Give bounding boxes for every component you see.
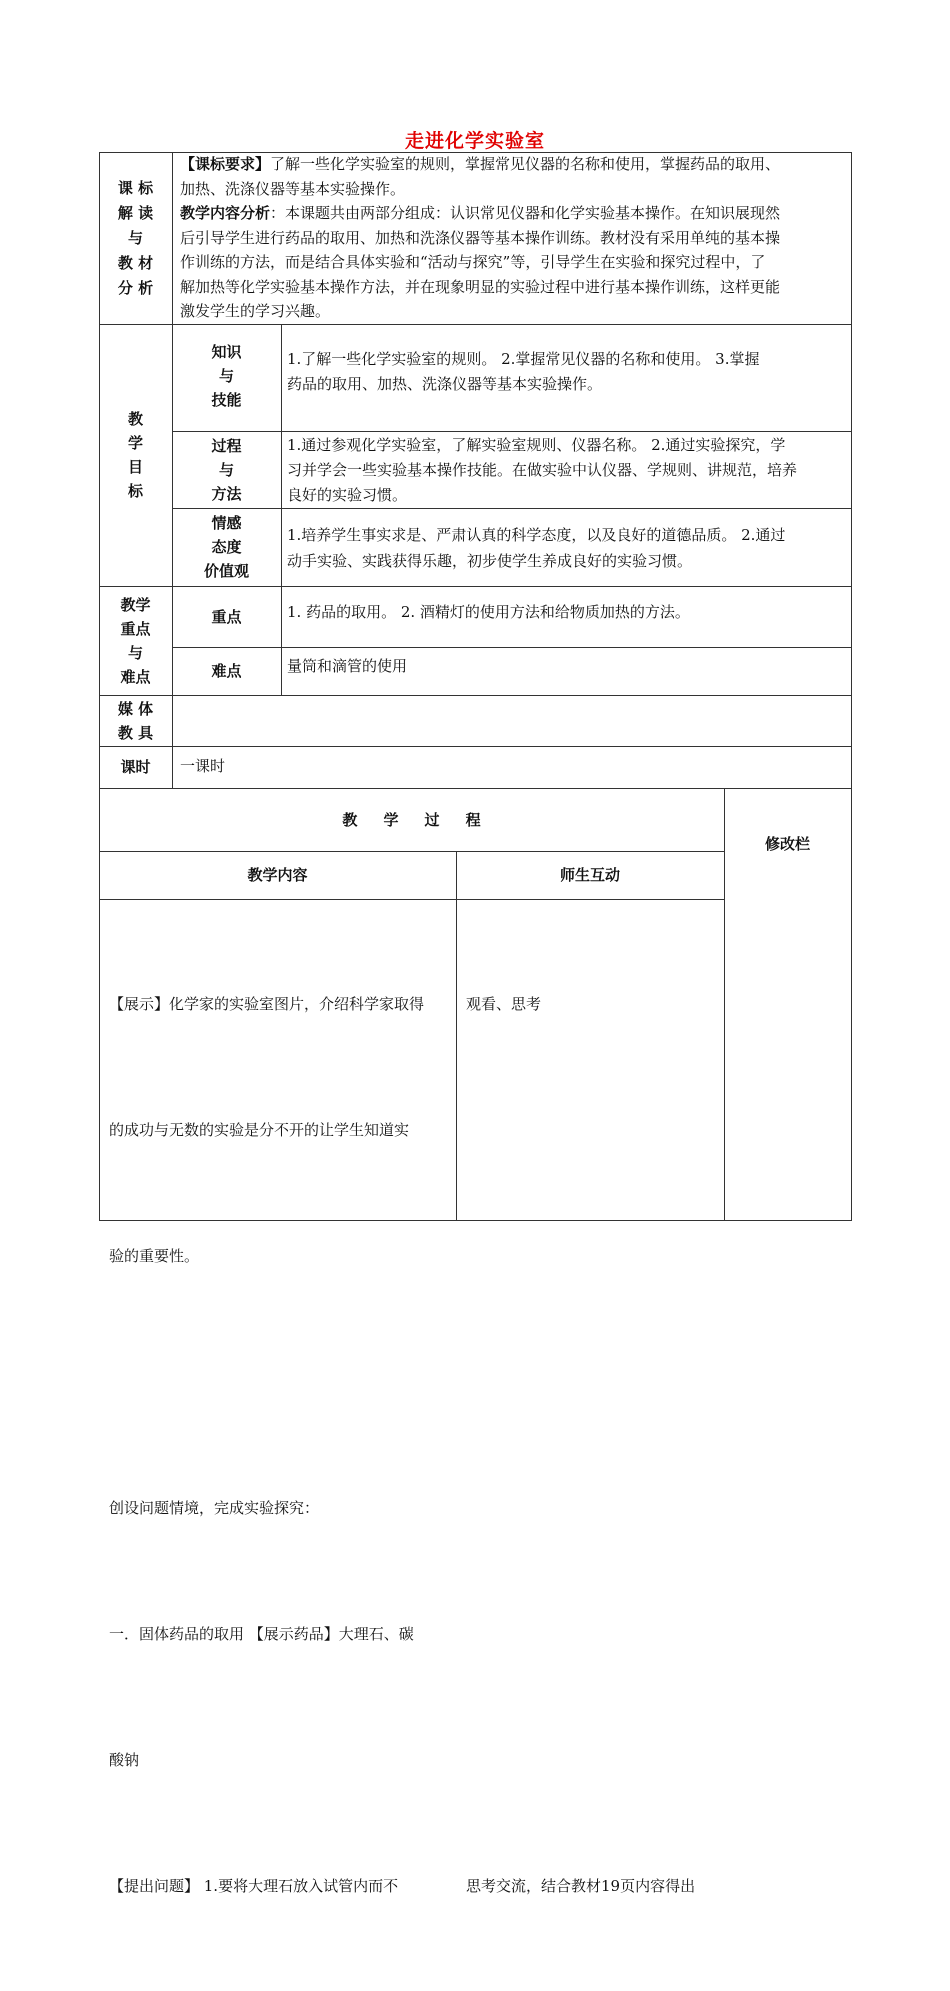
process-interaction [456,899,724,1895]
analysis-heading: 教学内容分析 [180,204,271,222]
list-item: 创设问题情境，完成实验探究： [109,1499,320,1517]
revision-column-header: 修改栏 [764,834,810,853]
duration-text: 一课时 [180,757,226,775]
revision-column [724,899,851,1220]
curriculum-content: 【课标要求】了解一些化学实验室的规则，掌握常见仪器的名称和使用，掌握药品的取用、 加热、洗涤仪器等基本实验操作。 教学内容分析：本课题共由两部分组成：认识常见仪器和化学实验基本操作。在知识展现然 后引导学生进行药品的取用、加热和洗涤仪器等基本操作训练。教材没有采用单纯的基本操 作训练的方法，而是结合具体实验和“活动与探究”等，引导学生在实验和探究过程中，了 解加热等化学实验基本操作方法，并在现象明显的实验过程中进行基本操作训练，这样更能 激发学生的学习兴趣。 [180,155,781,320]
knowledge-label: 知识 与 技能 [211,343,242,409]
content-column-header: 教学内容 [247,866,308,884]
focus-label: 教学 重点 与 难点 [120,595,151,686]
difficulty-label: 难点 [211,662,242,680]
curriculum-label: 课 标 解 读 与 教 材 分 析 [117,178,154,297]
list-item [109,1361,450,1403]
list-item: 酸钠 [109,1751,140,1769]
process-title: 教 学 过 程 [342,810,481,829]
process-text: 1.通过参观化学实验室，了解实验室规则、仪器名称。 2.通过实验探究，学 习并学会一些实验基本操作技能。在做实验中认仪器、学规则、讲规范，培养 良好的实验习惯。 [287,436,798,504]
list-item: 观看、思考 [466,995,542,1013]
list-item: 【展示】化学家的实验室图片，介绍科学家取得 [109,995,425,1013]
list-item: 的成功与无数的实验是分不开的让学生知道实 [109,1121,410,1139]
list-item: 一．固体药品的取用 【展示药品】大理石、碳 [109,1625,414,1643]
process-content [99,899,456,1895]
knowledge-text: 1.了解一些化学实验室的规则。 2.掌握常见仪器的名称和使用。 3.掌握 药品的取用、加热、洗涤仪器等基本实验操作。 [287,350,760,393]
interaction-column-header: 师生互动 [559,866,620,884]
duration-label: 课时 [120,758,151,776]
emotion-label: 情感 态度 价值观 [203,514,249,580]
process-label: 过程 与 方法 [211,436,242,503]
key-point-label: 重点 [211,607,242,626]
requirement-heading: 【课标要求】 [180,155,271,173]
media-text [172,695,851,746]
lesson-plan-table [99,152,852,1895]
page-title: 走进化学实验室 [404,130,545,152]
key-point-text: 1. 药品的取用。 2. 酒精灯的使用方法和给物质加热的方法。 [287,603,690,621]
media-label: 媒 体 教 具 [117,699,154,742]
difficulty-text: 量筒和滴管的使用 [287,657,408,675]
goals-label: 教 学 目 标 [127,410,143,500]
list-item: 验的重要性。 [109,1247,200,1265]
list-item: 【提出问题】 1.要将大理石放入试管内而不 [109,1877,399,1895]
emotion-text: 1.培养学生事实求是、严肃认真的科学态度，以及良好的道德品质。 2.通过 动手实验、实践获得乐趣，初步使学生养成良好的实验习惯。 [287,526,786,570]
list-item: 思考交流，结合教材19页内容得出 [466,1877,696,1895]
